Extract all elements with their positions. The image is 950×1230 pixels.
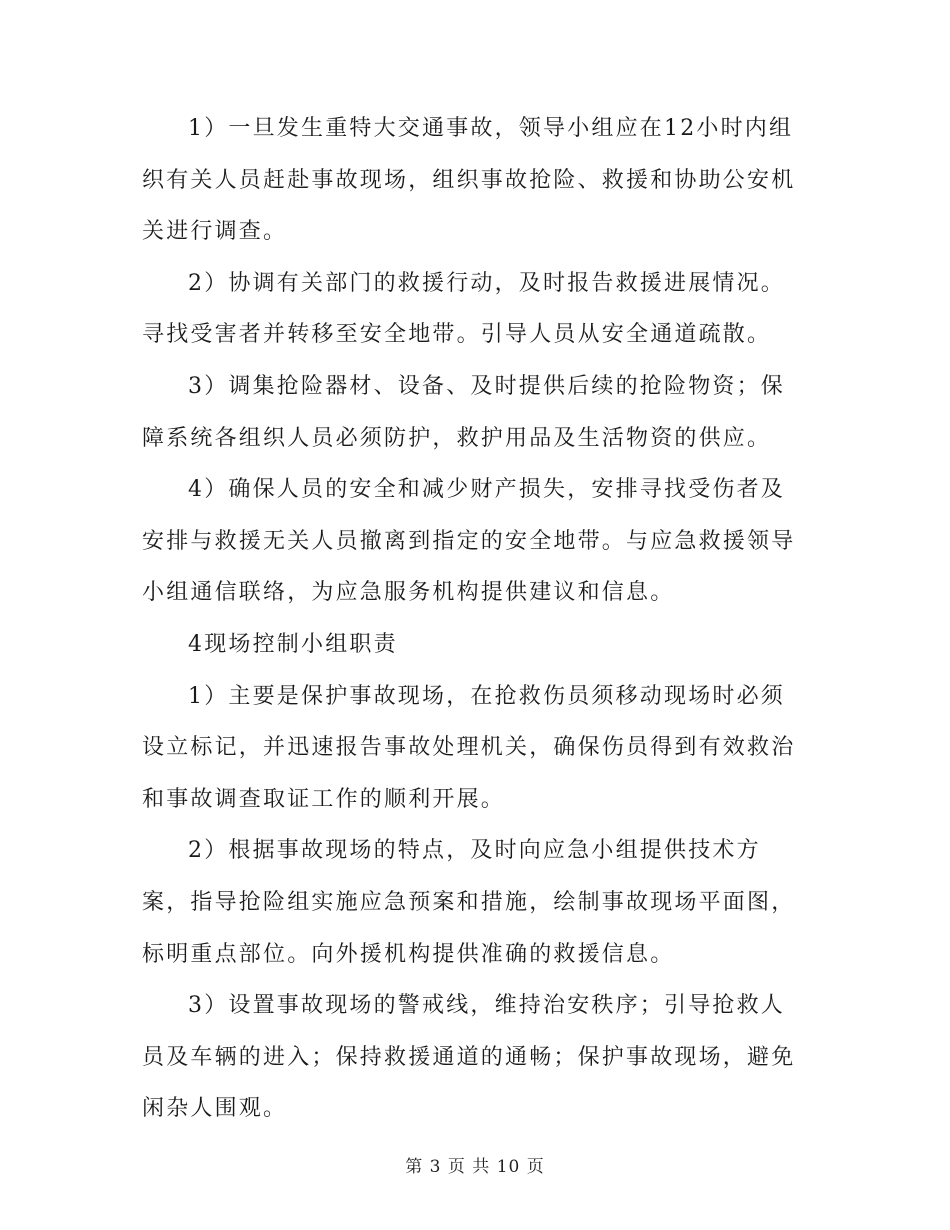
text-line: 标明重点部位。向外援机构提供准确的救援信息。 <box>142 941 675 967</box>
page-number-footer: 第 3 页 共 10 页 <box>405 1157 545 1177</box>
text-line: 1）一旦发生重特大交通事故，领导小组应在12小时内组 <box>188 116 794 141</box>
text-line: 和事故调查取证工作的顺利开展。 <box>142 786 506 812</box>
text-line: 织有关人员赶赴事故现场，组织事故抢险、救援和协助公安机 <box>142 167 796 193</box>
text-line: 3）设置事故现场的警戒线，维持治安秩序；引导抢救人 <box>188 993 785 1019</box>
text-line: 小组通信联络，为应急服务机构提供建议和信息。 <box>142 580 675 606</box>
text-line: 4）确保人员的安全和减少财产损失，安排寻找受伤者及 <box>188 477 785 503</box>
text-line: 2）根据事故现场的特点，及时向应急小组提供技术方 <box>188 838 761 864</box>
text-line: 闲杂人围观。 <box>142 1096 288 1122</box>
text-line: 关进行调查。 <box>142 219 288 245</box>
text-line: 障系统各组织人员必须防护，救护用品及生活物资的供应。 <box>142 425 772 451</box>
section-heading: 4现场控制小组职责 <box>188 631 398 657</box>
text-line: 寻找受害者并转移至安全地带。引导人员从安全通道疏散。 <box>142 322 772 348</box>
text-line: 设立标记，并迅速报告事故处理机关，确保伤员得到有效救治 <box>142 735 796 761</box>
text-line: 3）调集抢险器材、设备、及时提供后续的抢险物资；保 <box>188 373 785 399</box>
text-line: 员及车辆的进入；保持救援通道的通畅；保护事故现场，避免 <box>142 1044 796 1070</box>
text-line: 1）主要是保护事故现场，在抢救伤员须移动现场时必须 <box>188 683 785 709</box>
text-line: 案，指导抢险组实施应急预案和措施，绘制事故现场平面图， <box>142 889 796 915</box>
body-text <box>142 103 814 1135</box>
text-line: 2）协调有关部门的救援行动，及时报告救援进展情况。 <box>188 270 785 296</box>
text-line: 安排与救援无关人员撤离到指定的安全地带。与应急救援领导 <box>142 528 796 554</box>
